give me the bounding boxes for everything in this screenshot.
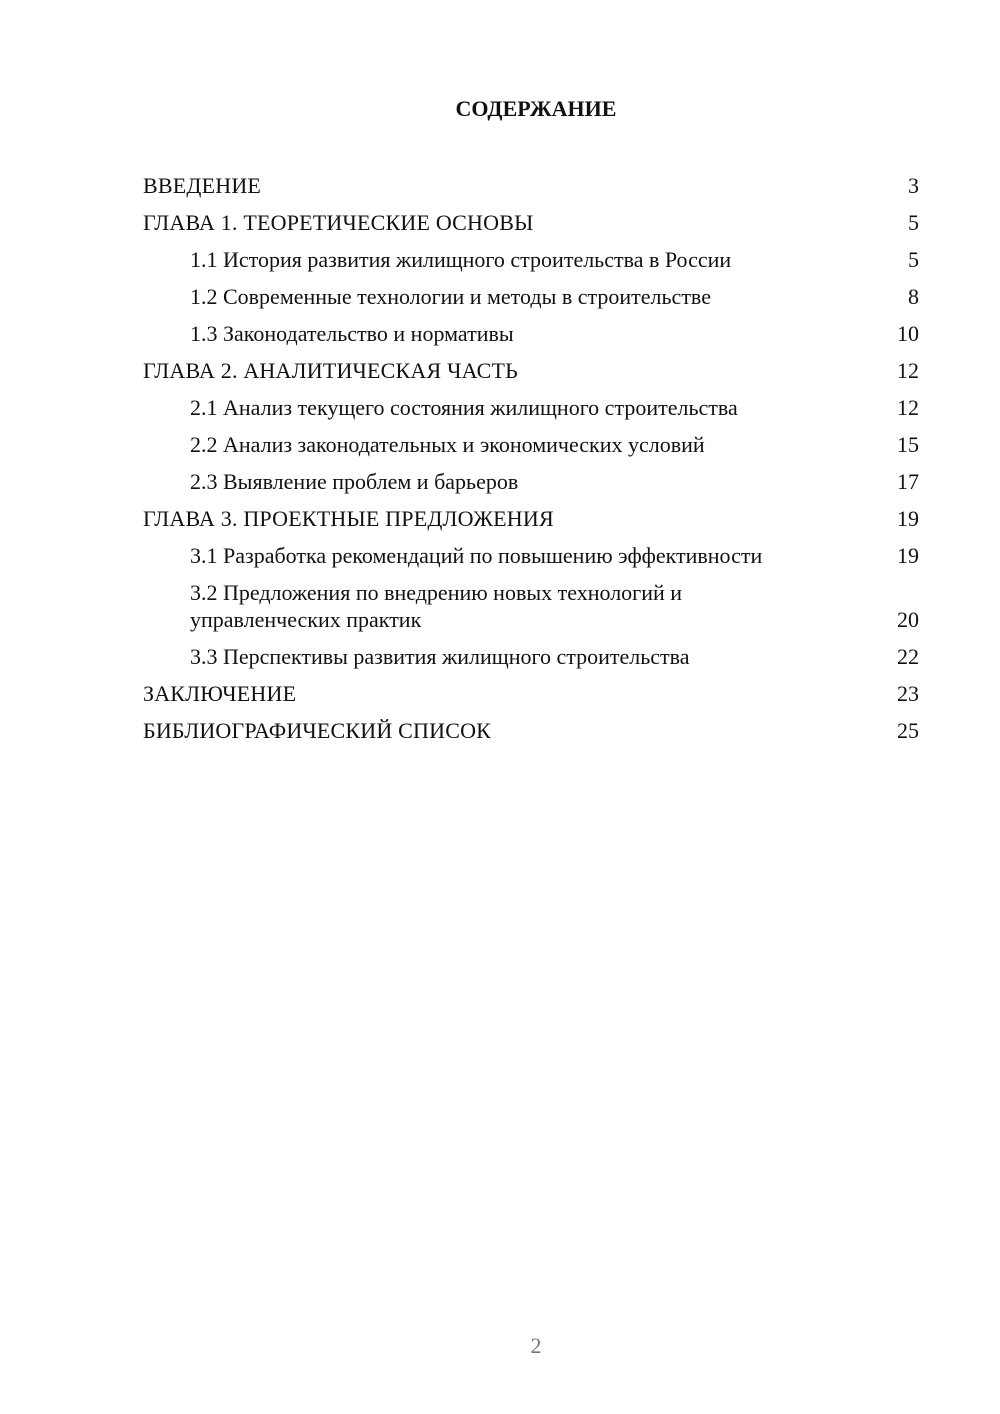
toc-entry-label: 2.1 Анализ текущего состояния жилищного строительства (190, 395, 738, 420)
toc-chapter-entry[interactable] (143, 167, 919, 204)
toc-entry-page: 25 (897, 718, 919, 743)
toc-chapter-entry[interactable] (143, 675, 919, 712)
toc-entry-label: 1.2 Современные технологии и методы в строительстве (190, 284, 711, 309)
toc-entry-label: ГЛАВА 2. АНАЛИТИЧЕСКАЯ ЧАСТЬ (143, 358, 518, 383)
table-of-contents (143, 167, 919, 749)
toc-chapter-entry[interactable] (143, 500, 919, 537)
toc-entry-label: ВВЕДЕНИЕ (143, 173, 262, 198)
toc-entry-page: 19 (897, 543, 919, 568)
toc-section-entry[interactable] (143, 574, 919, 638)
toc-entry-label: БИБЛИОГРАФИЧЕСКИЙ СПИСОК (143, 718, 492, 743)
toc-section-entry[interactable] (143, 389, 919, 426)
toc-entry-page: 20 (897, 607, 919, 632)
toc-section-entry[interactable] (143, 278, 919, 315)
toc-entry-page: 12 (897, 358, 919, 383)
toc-entry-page: 10 (897, 321, 919, 346)
toc-entry-label: 2.2 Анализ законодательных и экономических условий (190, 432, 705, 457)
toc-entry-page: 23 (897, 681, 919, 706)
toc-entry-page: 3 (908, 173, 919, 198)
toc-section-entry[interactable] (143, 463, 919, 500)
toc-entry-page: 5 (908, 247, 919, 272)
toc-entry-label: 3.2 Предложения по внедрению новых технологий и управленческих практик (190, 580, 683, 632)
toc-entry-page: 19 (897, 506, 919, 531)
toc-section-entry[interactable] (143, 241, 919, 278)
toc-entry-label: 3.3 Перспективы развития жилищного строительства (190, 644, 690, 669)
toc-section-entry[interactable] (143, 537, 919, 574)
toc-entry-page: 12 (897, 395, 919, 420)
toc-section-entry[interactable] (143, 315, 919, 352)
toc-entry-page: 5 (908, 210, 919, 235)
toc-entry-label: 1.1 История развития жилищного строительства в России (190, 247, 732, 272)
toc-section-entry[interactable] (143, 426, 919, 463)
toc-entry-page: 15 (897, 432, 919, 457)
toc-entry-page: 8 (908, 284, 919, 309)
toc-section-entry[interactable] (143, 638, 919, 675)
page-number: 2 (530, 1333, 542, 1358)
toc-entry-label: 1.3 Законодательство и нормативы (190, 321, 514, 346)
toc-entry-label: ГЛАВА 3. ПРОЕКТНЫЕ ПРЕДЛОЖЕНИЯ (143, 506, 554, 531)
toc-entry-label: 3.1 Разработка рекомендаций по повышению эффективности (190, 543, 763, 568)
toc-entry-page: 17 (897, 469, 919, 494)
toc-entry-label: ГЛАВА 1. ТЕОРЕТИЧЕСКИЕ ОСНОВЫ (143, 210, 534, 235)
toc-chapter-entry[interactable] (143, 204, 919, 241)
toc-entry-label: ЗАКЛЮЧЕНИЕ (143, 681, 297, 706)
toc-entry-page: 22 (897, 644, 919, 669)
toc-chapter-entry[interactable] (143, 712, 919, 749)
toc-entry-label: 2.3 Выявление проблем и барьеров (190, 469, 519, 494)
page-title: СОДЕРЖАНИЕ (455, 96, 617, 121)
toc-chapter-entry[interactable] (143, 352, 919, 389)
